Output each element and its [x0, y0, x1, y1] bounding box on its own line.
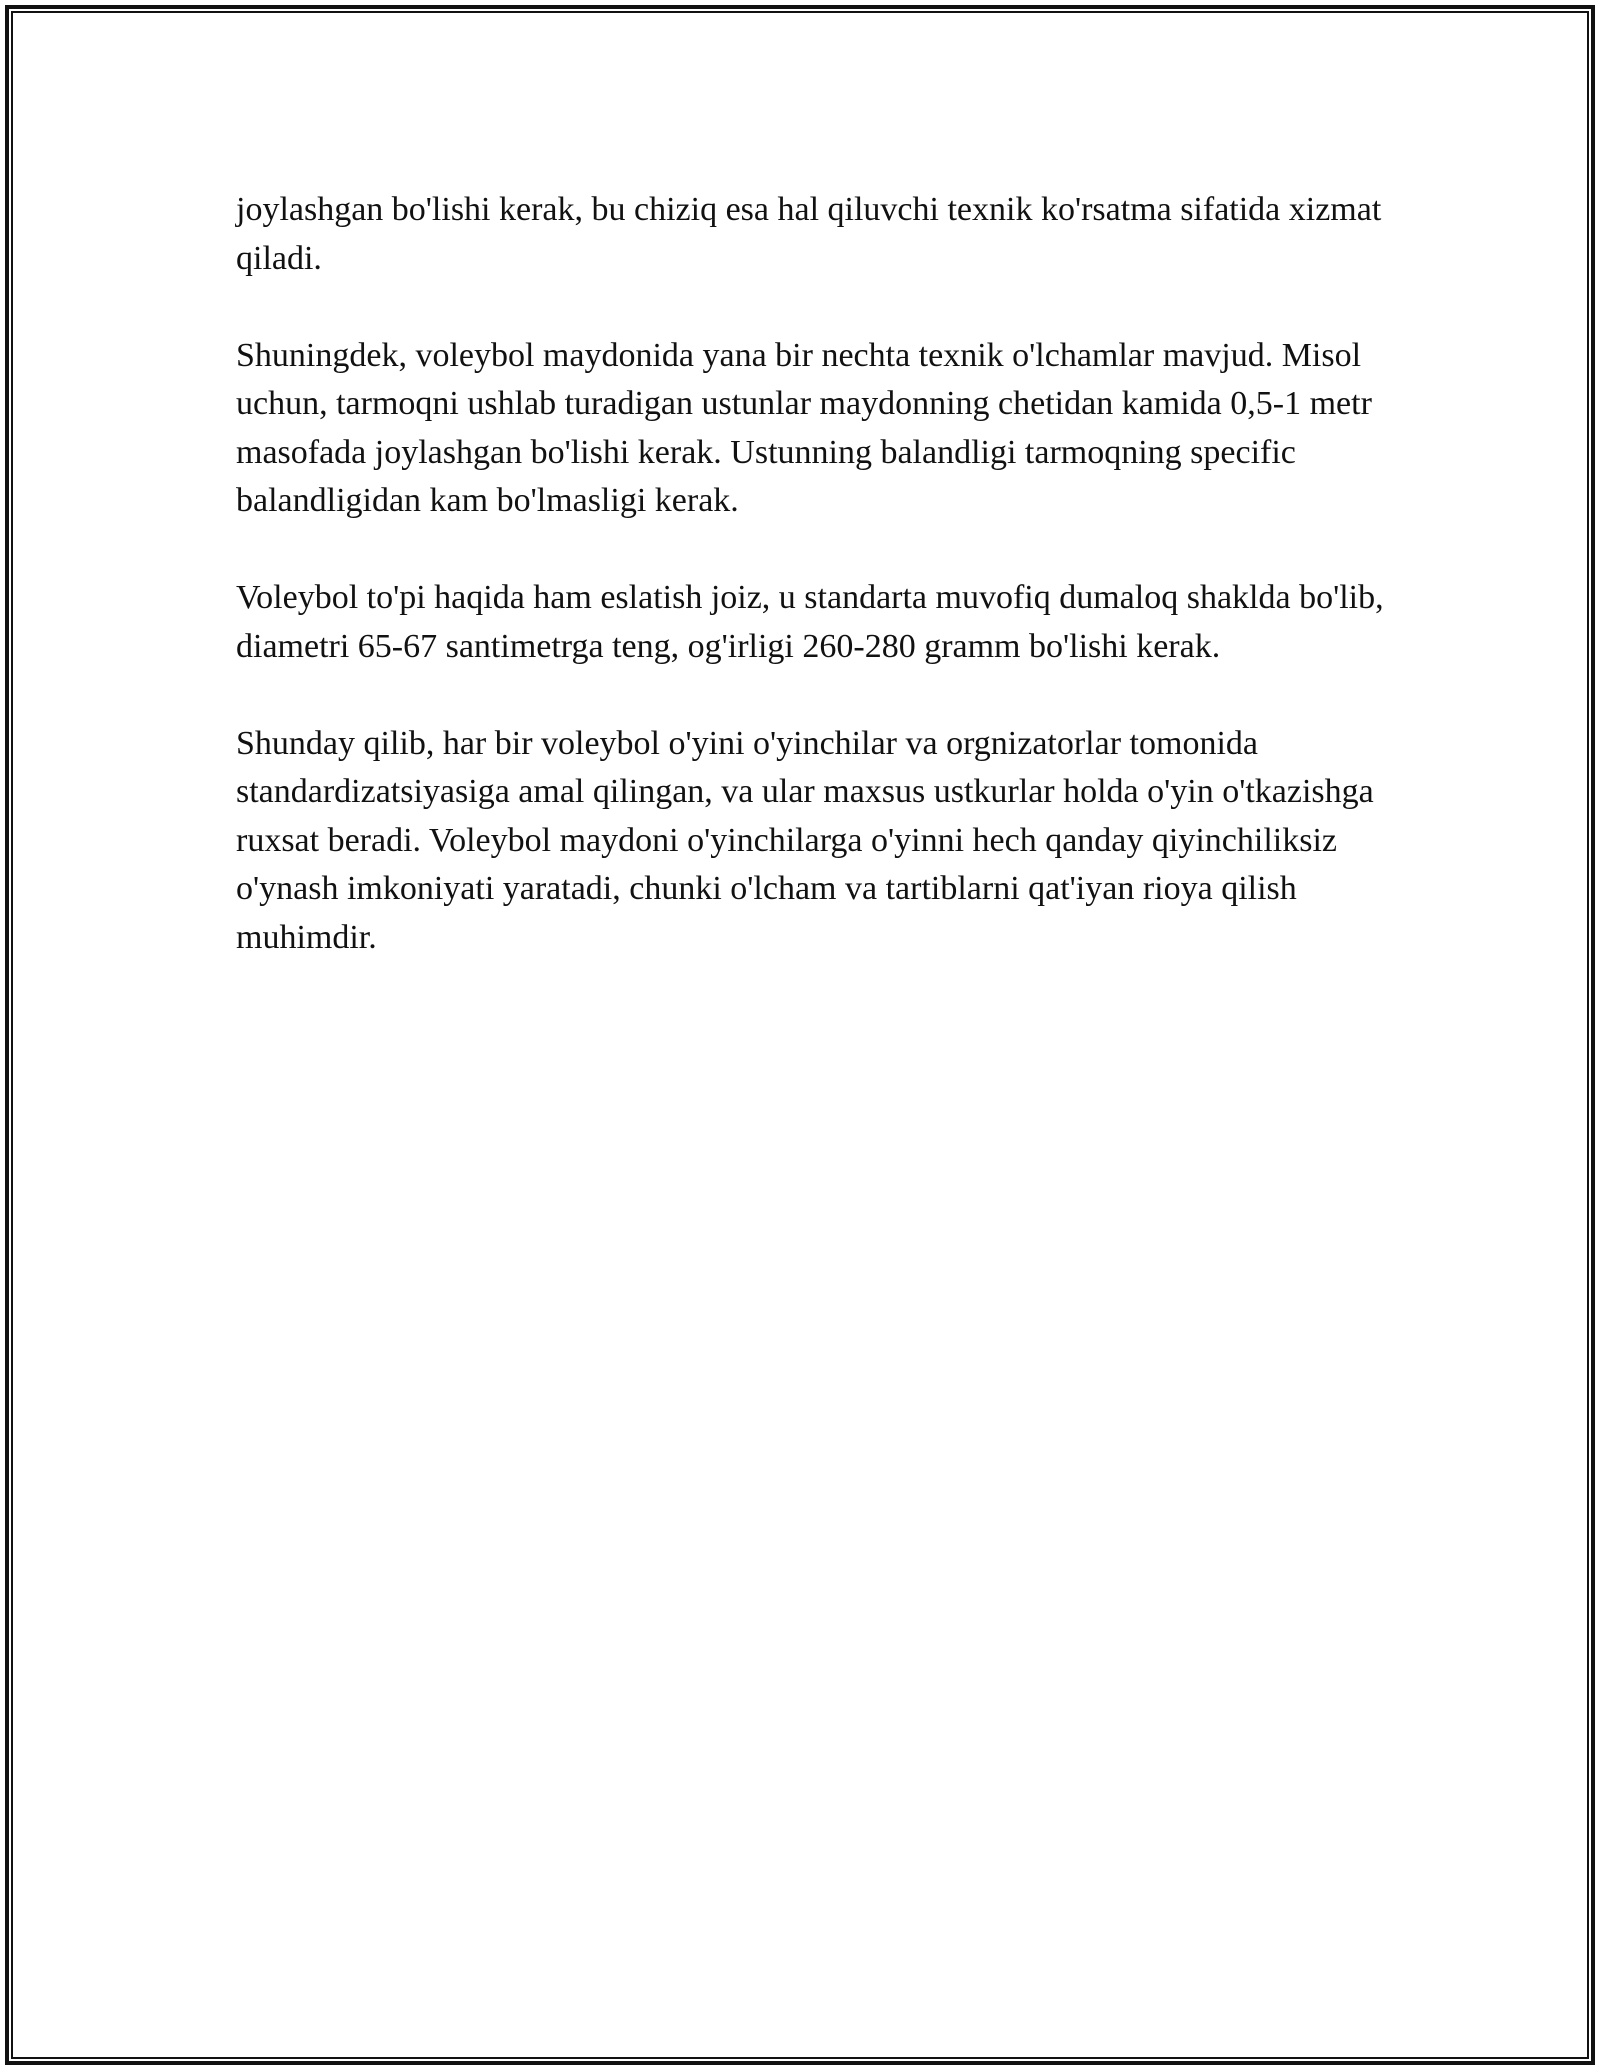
- paragraph-continuation: joylashgan bo'lishi kerak, bu chiziq esa hal qiluvchi texnik ko'rsatma sifatida xizmat qiladi.: [236, 191, 1382, 277]
- paragraph-conclusion: Shunday qilib, har bir voleybol o'yini o'yinchilar va orgnizatorlar tomonida standardizatsiyasiga amal qilingan, va ular maxsus ustkurlar holda o'yin o'tkazishga ruxsat beradi. Voleybol maydoni o'yinchilarga o'yinni hech qanday qiyinchiliksiz o'ynash imkoniyati yaratadi, chunki o'lcham va tartiblarni qat'iyan rioya qilish muhimdir.: [236, 724, 1374, 956]
- document-body: [236, 186, 1386, 1011]
- paragraph-volleyball-ball: Voleybol to'pi haqida ham eslatish joiz, u standarta muvofiq dumaloq shaklda bo'lib, diametri 65-67 santimetrga teng, og'irligi 260-280 gramm bo'lishi kerak.: [236, 579, 1384, 665]
- paragraph-technical-dimensions: Shuningdek, voleybol maydonida yana bir nechta texnik o'lchamlar mavjud. Misol uchun, tarmoqni ushlab turadigan ustunlar maydonning chetidan kamida 0,5-1 metr masofada joylashgan bo'lishi kerak. Ustunning balandligi tarmoqning specific balandligidan kam bo'lmasligi kerak.: [236, 336, 1372, 519]
